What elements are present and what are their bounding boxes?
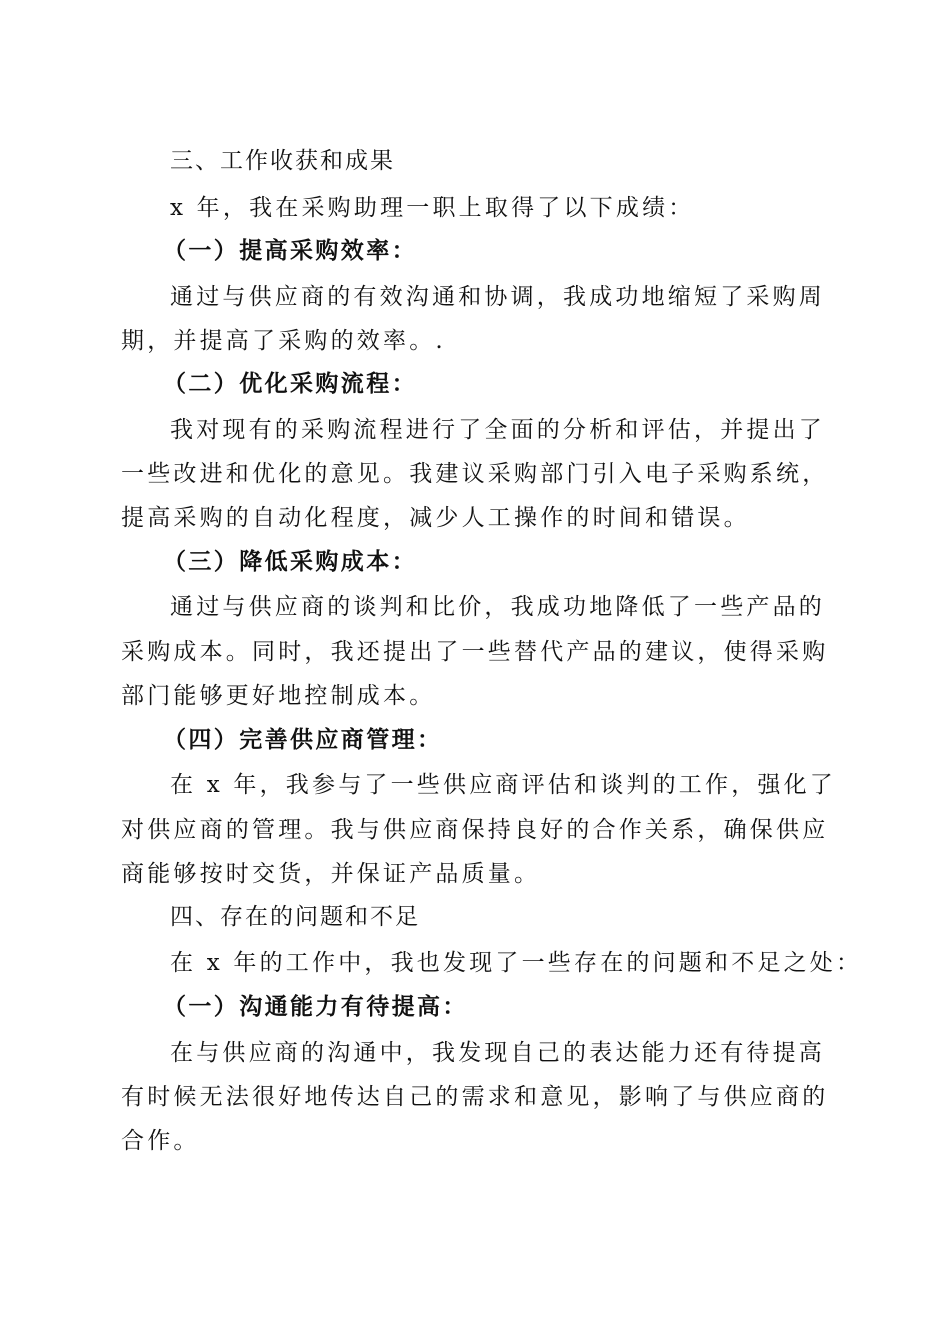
subsection-title-3-2: （二）优化采购流程：	[163, 370, 417, 397]
paragraph-line: 在与供应商的沟通中，我发现自己的表达能力还有待提高	[170, 1040, 825, 1066]
paragraph-line: 通过与供应商的有效沟通和协调，我成功地缩短了采购周	[170, 284, 825, 310]
paragraph-line: 采购成本。同时，我还提出了一些替代产品的建议，使得采购	[121, 639, 829, 665]
paragraph-line: 部门能够更好地控制成本。	[121, 683, 436, 709]
section-heading-3: 三、工作收获和成果	[170, 148, 395, 174]
paragraph-line: 我对现有的采购流程进行了全面的分析和评估，并提出了	[170, 417, 825, 443]
paragraph-line: 在 x 年，我参与了一些供应商评估和谈判的工作，强化了	[170, 772, 836, 798]
subsection-title-3-4: （四）完善供应商管理：	[163, 726, 443, 753]
paragraph-line: 通过与供应商的谈判和比价，我成功地降低了一些产品的	[170, 594, 825, 620]
paragraph-line: 提高采购的自动化程度，减少人工操作的时间和错误。	[121, 505, 750, 531]
section-intro-4: 在 x 年的工作中，我也发现了一些存在的问题和不足之处：	[170, 950, 863, 976]
paragraph-line: 期，并提高了采购的效率。.	[121, 328, 446, 354]
section-heading-4: 四、存在的问题和不足	[170, 904, 420, 930]
subsection-title-4-1: （一）沟通能力有待提高：	[163, 993, 468, 1020]
section-intro-3: x 年，我在采购助理一职上取得了以下成绩：	[170, 195, 695, 221]
subsection-title-3-1: （一）提高采购效率：	[163, 237, 417, 264]
paragraph-line: 一些改进和优化的意见。我建议采购部门引入电子采购系统，	[121, 461, 829, 487]
paragraph-line: 合作。	[121, 1128, 200, 1154]
paragraph-line: 对供应商的管理。我与供应商保持良好的合作关系，确保供应	[121, 817, 829, 843]
paragraph-line: 有时候无法很好地传达自己的需求和意见，影响了与供应商的	[121, 1084, 829, 1110]
subsection-title-3-3: （三）降低采购成本：	[163, 548, 417, 575]
paragraph-line: 商能够按时交货，并保证产品质量。	[121, 861, 541, 887]
